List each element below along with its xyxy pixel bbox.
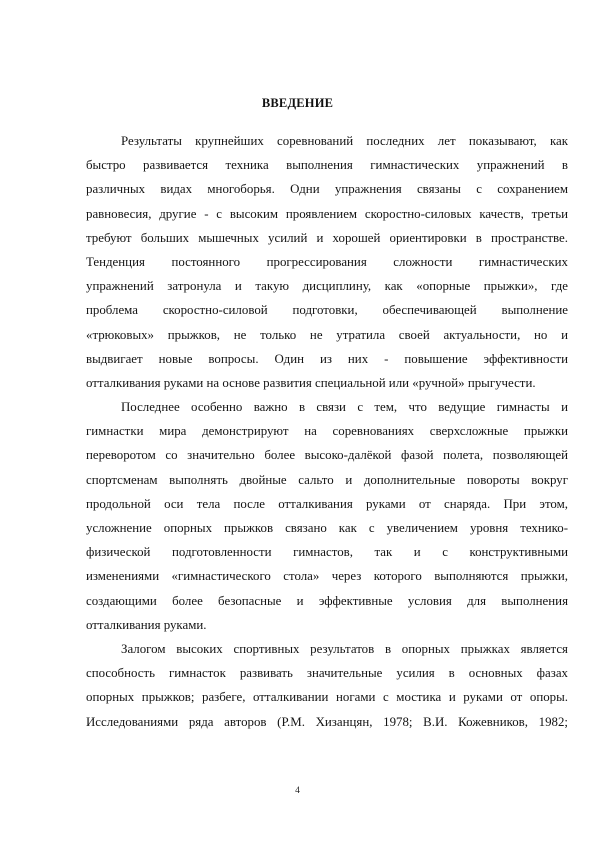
text-line: физической подготовленности гимнастов, так и с конструктивными (86, 545, 568, 560)
text-line: Последнее особенно важно в связи с тем, что ведущие гимнасты и (121, 400, 568, 415)
text-line: Результаты крупнейших соревнований последних лет показывают, как (121, 134, 568, 148)
text-line: гимнастки мира демонстрируют на соревнованиях сверхсложные прыжки (86, 424, 568, 439)
text-line: различных видах многоборья. Одни упражнения связаны с сохранением (86, 182, 568, 197)
text-line: Залогом высоких спортивных результатов в опорных прыжках является (121, 641, 568, 656)
paragraph-3 (86, 637, 568, 734)
page-title: ВВЕДЕНИЕ (261, 96, 334, 110)
text-line: проблема скоростно-силовой подготовки, обеспечивающей выполнение (86, 303, 568, 318)
text-line: выдвигает новые вопросы. Один из них - повышение эффективности (86, 351, 568, 366)
text-line: быстро развивается техника выполнения гимнастических упражнений в (86, 158, 568, 173)
text-line: отталкивания руками. (86, 617, 207, 632)
text-line: переворотом со значительно более высоко-далёкой фазой полета, позволяющей (86, 448, 568, 463)
text-line: изменениями «гимнастического стола» через которого выполняются прыжки, (86, 569, 568, 584)
body-text (86, 129, 568, 734)
text-line: создающими более безопасные и эффективные условия для выполнения (86, 593, 568, 608)
text-line: требуют больших мышечных усилий и хорошей ориентировки в пространстве. (86, 230, 568, 245)
text-line: «трюковых» прыжков, не только не утратила своей актуальности, но и (86, 327, 568, 342)
page-number: 4 (295, 786, 300, 796)
paragraph-2 (86, 395, 568, 637)
text-line: усложнение опорных прыжков связано как с увеличением уровня технико- (86, 521, 568, 535)
text-line: Исследованиями ряда авторов (Р.М. Хизанцян, 1978; В.И. Кожевников, 1982; (86, 714, 568, 729)
text-line: продольной оси тела после отталкивания руками от снаряда. При этом, (86, 496, 568, 511)
paragraph-1 (86, 129, 568, 395)
text-line: упражнений затронула и такую дисциплину, как «опорные прыжки», где (86, 279, 568, 294)
text-line: Тенденция постоянного прогрессирования сложности гимнастических (86, 254, 568, 269)
text-line: опорных прыжков; разбеге, отталкивании ногами с мостика и руками от опоры. (86, 690, 568, 705)
text-line: равновесия, другие - с высоким проявлением скоростно-силовых качеств, третьи (86, 206, 568, 221)
text-line: отталкивания руками на основе развития специальной или «ручной» прыгучести. (86, 375, 536, 390)
text-line: спортсменам выполнять двойные сальто и дополнительные повороты вокруг (86, 472, 568, 487)
text-line: способность гимнасток развивать значительные усилия в основных фазах (86, 666, 568, 681)
